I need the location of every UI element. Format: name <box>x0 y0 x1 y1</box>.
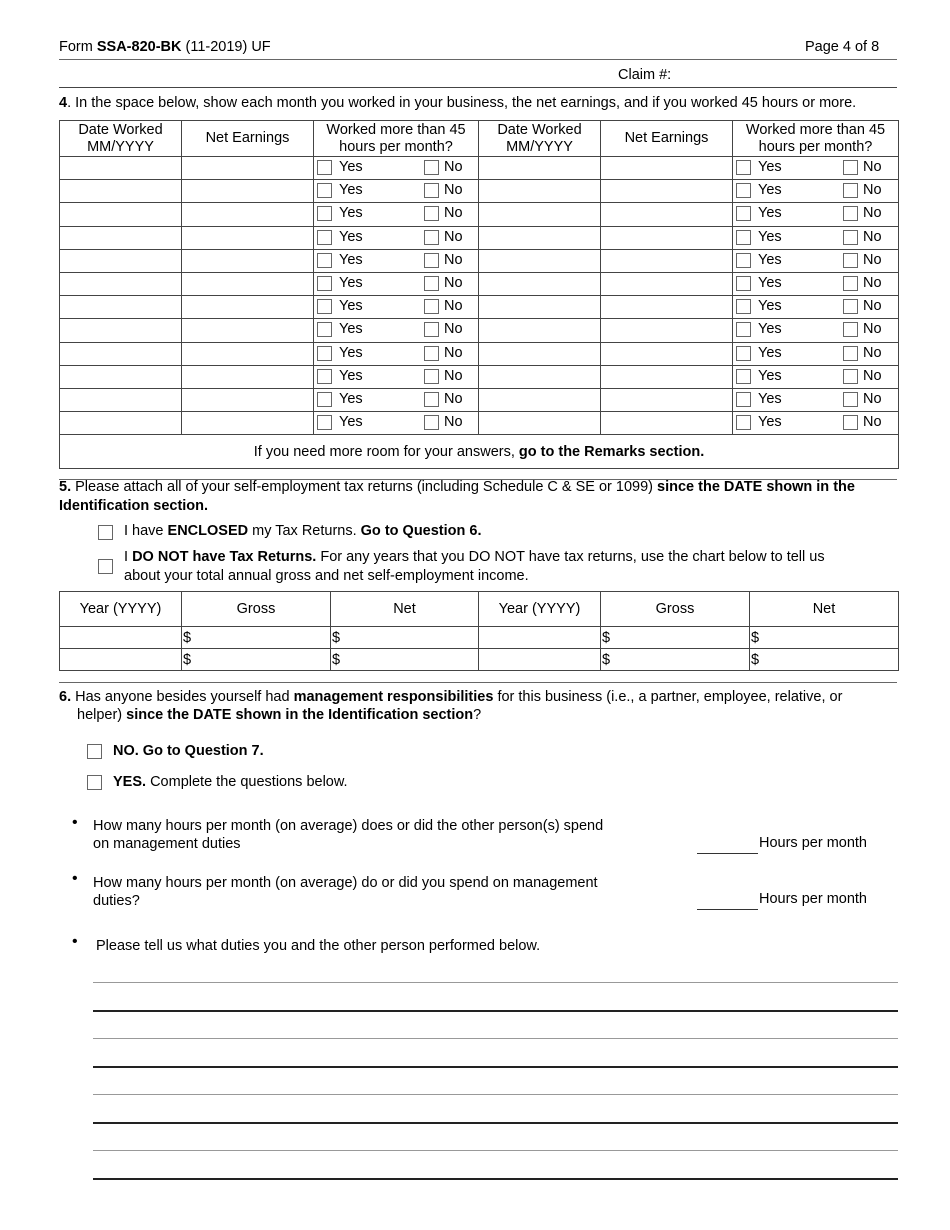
worked-45-hours-cell <box>733 319 899 342</box>
no-label: No <box>444 298 463 315</box>
no-checkbox[interactable] <box>843 415 858 430</box>
yes-label: Yes <box>339 159 363 176</box>
no-label: No <box>444 205 463 222</box>
no-label: No <box>444 414 463 431</box>
yes-label: Yes <box>758 367 782 384</box>
yes-label: Yes <box>758 414 782 431</box>
writing-line <box>93 982 898 983</box>
date-worked-input[interactable] <box>60 412 182 435</box>
gross-input[interactable]: $ <box>182 627 331 649</box>
yes-label: Yes <box>758 275 782 292</box>
net-earnings-input[interactable] <box>182 365 314 388</box>
gross-input[interactable]: $ <box>601 627 750 649</box>
yes-label: Yes <box>758 159 782 176</box>
writing-line <box>93 1038 898 1039</box>
question-5-text: 5. Please attach all of your self-employment tax returns (including Schedule C & SE or 1099) since the DATE shown in the Identification section. <box>59 479 855 514</box>
no-label: No <box>444 275 463 292</box>
q6-no-checkbox[interactable] <box>87 744 102 759</box>
net-earnings-input[interactable] <box>182 272 314 295</box>
no-checkbox[interactable] <box>843 299 858 314</box>
no-label: No <box>863 344 882 361</box>
net-earnings-input[interactable] <box>182 296 314 319</box>
date-worked-input[interactable] <box>479 226 601 249</box>
date-worked-input[interactable] <box>479 272 601 295</box>
worked-45-hours-cell <box>314 319 479 342</box>
your-hours-input[interactable] <box>697 892 758 910</box>
no-label: No <box>444 251 463 268</box>
yes-label: Yes <box>339 344 363 361</box>
no-checkbox[interactable] <box>843 230 858 245</box>
claim-divider <box>59 87 897 88</box>
date-worked-input[interactable] <box>479 319 601 342</box>
no-label: No <box>863 159 882 176</box>
worked-45-hours-cell <box>314 249 479 272</box>
no-checkbox[interactable] <box>424 299 439 314</box>
question-6-text: 6. Has anyone besides yourself had management responsibilities for this business (i.e., a partner, employee, relative, or <box>59 689 843 705</box>
date-worked-input[interactable] <box>60 226 182 249</box>
worked-45-hours-cell <box>314 296 479 319</box>
no-checkbox[interactable] <box>843 322 858 337</box>
yes-checkbox[interactable] <box>317 276 332 291</box>
no-checkbox[interactable] <box>424 322 439 337</box>
no-checkbox[interactable] <box>424 206 439 221</box>
column-header-net: Net <box>750 592 899 627</box>
column-header-net: Net <box>331 592 479 627</box>
no-checkbox[interactable] <box>424 183 439 198</box>
writing-line <box>93 1094 898 1095</box>
yes-checkbox[interactable] <box>317 253 332 268</box>
table-row <box>60 180 899 203</box>
worked-45-hours-cell <box>314 272 479 295</box>
yes-label: Yes <box>758 182 782 199</box>
yes-label: Yes <box>758 228 782 245</box>
no-checkbox[interactable] <box>424 415 439 430</box>
no-label: No <box>863 251 882 268</box>
monthly-work-table <box>59 120 899 469</box>
no-label: No <box>444 321 463 338</box>
no-tax-returns-checkbox[interactable] <box>98 559 113 574</box>
column-header-gross: Gross <box>182 592 331 627</box>
yes-label: Yes <box>339 275 363 292</box>
claim-number-field[interactable] <box>680 64 890 84</box>
date-worked-input[interactable] <box>60 203 182 226</box>
yes-label: Yes <box>339 205 363 222</box>
worked-45-hours-cell <box>733 272 899 295</box>
q6-yes-label: YES. Complete the questions below. <box>113 774 348 790</box>
other-person-hours-question: How many hours per month (on average) does or did the other person(s) spend on management duties <box>93 818 604 852</box>
year-input[interactable] <box>479 627 601 649</box>
yes-checkbox[interactable] <box>736 415 751 430</box>
column-header-date-worked: Date Worked MM/YYYY <box>60 121 182 157</box>
yes-label: Yes <box>339 182 363 199</box>
yes-label: Yes <box>758 205 782 222</box>
no-checkbox[interactable] <box>424 369 439 384</box>
table-header-row <box>60 121 899 157</box>
yes-checkbox[interactable] <box>736 160 751 175</box>
column-header-net-earnings: Net Earnings <box>601 121 733 157</box>
worked-45-hours-cell <box>733 157 899 180</box>
yes-label: Yes <box>339 390 363 407</box>
no-checkbox[interactable] <box>843 253 858 268</box>
table-row <box>60 157 899 180</box>
q6-yes-checkbox[interactable] <box>87 775 102 790</box>
no-label: No <box>444 228 463 245</box>
no-tax-returns-label: I DO NOT have Tax Returns. For any years that you DO NOT have tax returns, use the chart below to tell us <box>124 549 825 565</box>
table-header-row <box>60 592 899 627</box>
no-label: No <box>444 390 463 407</box>
date-worked-input[interactable] <box>479 296 601 319</box>
enclosed-tax-returns-label: I have ENCLOSED my Tax Returns. Go to Question 6. <box>124 523 482 539</box>
net-earnings-input[interactable] <box>182 412 314 435</box>
no-label: No <box>863 390 882 407</box>
worked-45-hours-cell <box>733 296 899 319</box>
no-tax-returns-label-line2: about your total annual gross and net self-employment income. <box>124 568 529 584</box>
writing-line <box>93 1066 898 1068</box>
table-row <box>60 627 899 649</box>
worked-45-hours-cell <box>314 412 479 435</box>
enclosed-tax-returns-checkbox[interactable] <box>98 525 113 540</box>
section-divider <box>59 682 897 683</box>
date-worked-input[interactable] <box>479 157 601 180</box>
net-input[interactable]: $ <box>331 649 479 671</box>
worked-45-hours-cell <box>733 203 899 226</box>
no-checkbox[interactable] <box>424 276 439 291</box>
net-input[interactable]: $ <box>331 627 479 649</box>
net-earnings-input[interactable] <box>601 296 733 319</box>
no-checkbox[interactable] <box>843 160 858 175</box>
net-earnings-input[interactable] <box>182 249 314 272</box>
no-label: No <box>863 228 882 245</box>
net-earnings-input[interactable] <box>182 388 314 411</box>
date-worked-input[interactable] <box>60 157 182 180</box>
form-identifier: Form SSA-820-BK (11-2019) UF <box>59 39 271 55</box>
yes-label: Yes <box>758 344 782 361</box>
worked-45-hours-cell <box>314 342 479 365</box>
worked-45-hours-cell <box>733 342 899 365</box>
no-checkbox[interactable] <box>424 253 439 268</box>
net-earnings-input[interactable] <box>601 272 733 295</box>
yes-checkbox[interactable] <box>736 253 751 268</box>
no-label: No <box>444 367 463 384</box>
year-input[interactable] <box>60 649 182 671</box>
column-header-net-earnings: Net Earnings <box>182 121 314 157</box>
worked-45-hours-cell <box>733 388 899 411</box>
table-row <box>60 319 899 342</box>
remarks-note: If you need more room for your answers, go to the Remarks section. <box>60 435 899 469</box>
net-earnings-input[interactable] <box>601 319 733 342</box>
table-row <box>60 388 899 411</box>
worked-45-hours-cell <box>733 412 899 435</box>
date-worked-input[interactable] <box>479 388 601 411</box>
column-header-worked-45-hours: Worked more than 45 hours per month? <box>314 121 479 157</box>
column-header-worked-45-hours: Worked more than 45 hours per month? <box>733 121 899 157</box>
no-checkbox[interactable] <box>424 160 439 175</box>
yes-label: Yes <box>758 390 782 407</box>
date-worked-input[interactable] <box>60 180 182 203</box>
net-input[interactable]: $ <box>750 627 899 649</box>
no-label: No <box>863 182 882 199</box>
yes-checkbox[interactable] <box>736 183 751 198</box>
yes-checkbox[interactable] <box>317 369 332 384</box>
yes-label: Yes <box>339 414 363 431</box>
worked-45-hours-cell <box>314 226 479 249</box>
column-header-year: Year (YYYY) <box>479 592 601 627</box>
no-label: No <box>444 182 463 199</box>
yes-checkbox[interactable] <box>317 392 332 407</box>
table-row <box>60 249 899 272</box>
date-worked-input[interactable] <box>479 342 601 365</box>
no-checkbox[interactable] <box>843 346 858 361</box>
net-earnings-input[interactable] <box>601 249 733 272</box>
yes-checkbox[interactable] <box>317 299 332 314</box>
net-earnings-input[interactable] <box>182 342 314 365</box>
yes-checkbox[interactable] <box>317 230 332 245</box>
net-earnings-input[interactable] <box>601 388 733 411</box>
net-earnings-input[interactable] <box>182 203 314 226</box>
net-earnings-input[interactable] <box>182 180 314 203</box>
no-label: No <box>444 159 463 176</box>
year-input[interactable] <box>60 627 182 649</box>
page-number: Page 4 of 8 <box>805 39 880 55</box>
net-earnings-input[interactable] <box>601 342 733 365</box>
hours-per-month-label: Hours per month <box>759 835 867 851</box>
yes-checkbox[interactable] <box>736 299 751 314</box>
date-worked-input[interactable] <box>60 296 182 319</box>
table-row <box>60 342 899 365</box>
writing-line <box>93 1122 898 1124</box>
column-header-year: Year (YYYY) <box>60 592 182 627</box>
date-worked-input[interactable] <box>479 412 601 435</box>
date-worked-input[interactable] <box>479 203 601 226</box>
table-row <box>60 296 899 319</box>
writing-line <box>93 1178 898 1180</box>
date-worked-input[interactable] <box>479 249 601 272</box>
no-checkbox[interactable] <box>424 230 439 245</box>
table-row <box>60 203 899 226</box>
yes-checkbox[interactable] <box>317 160 332 175</box>
yes-checkbox[interactable] <box>736 206 751 221</box>
no-label: No <box>863 321 882 338</box>
date-worked-input[interactable] <box>60 342 182 365</box>
no-checkbox[interactable] <box>843 206 858 221</box>
no-checkbox[interactable] <box>843 183 858 198</box>
column-header-date-worked: Date Worked MM/YYYY <box>479 121 601 157</box>
gross-input[interactable]: $ <box>601 649 750 671</box>
worked-45-hours-cell <box>733 180 899 203</box>
other-person-hours-input[interactable] <box>697 836 758 854</box>
yes-checkbox[interactable] <box>317 322 332 337</box>
your-hours-question: How many hours per month (on average) do or did you spend on management duties? <box>93 875 598 909</box>
worked-45-hours-cell <box>314 157 479 180</box>
net-earnings-input[interactable] <box>182 157 314 180</box>
table-row <box>60 412 899 435</box>
duties-prompt: Please tell us what duties you and the other person performed below. <box>96 938 541 954</box>
date-worked-input[interactable] <box>60 272 182 295</box>
yes-label: Yes <box>758 321 782 338</box>
no-label: No <box>863 275 882 292</box>
worked-45-hours-cell <box>314 203 479 226</box>
table-row <box>60 226 899 249</box>
yes-label: Yes <box>758 298 782 315</box>
remarks-row <box>60 435 899 469</box>
no-label: No <box>863 367 882 384</box>
yes-label: Yes <box>339 321 363 338</box>
yes-checkbox[interactable] <box>736 322 751 337</box>
net-earnings-input[interactable] <box>182 319 314 342</box>
yes-label: Yes <box>339 367 363 384</box>
table-row <box>60 272 899 295</box>
writing-line <box>93 1010 898 1012</box>
net-earnings-input[interactable] <box>601 226 733 249</box>
annual-income-table <box>59 591 899 671</box>
yes-label: Yes <box>339 228 363 245</box>
year-input[interactable] <box>479 649 601 671</box>
worked-45-hours-cell <box>314 388 479 411</box>
net-earnings-input[interactable] <box>601 180 733 203</box>
gross-input[interactable]: $ <box>182 649 331 671</box>
writing-line <box>93 1150 898 1151</box>
no-label: No <box>444 344 463 361</box>
bullet-icon: • <box>72 814 78 831</box>
claim-number-label: Claim #: <box>618 67 672 83</box>
worked-45-hours-cell <box>733 365 899 388</box>
duties-textarea[interactable] <box>93 970 898 1185</box>
yes-checkbox[interactable] <box>317 183 332 198</box>
net-earnings-input[interactable] <box>182 226 314 249</box>
bullet-icon: • <box>72 933 78 950</box>
header-divider <box>59 59 897 60</box>
question-4-text: 4. In the space below, show each month you worked in your business, the net earnings, and if you worked 45 hours or more. <box>59 95 857 111</box>
worked-45-hours-cell <box>733 226 899 249</box>
no-label: No <box>863 298 882 315</box>
q6-no-label: NO. Go to Question 7. <box>113 743 264 759</box>
no-label: No <box>863 205 882 222</box>
table-row <box>60 649 899 671</box>
no-label: No <box>863 414 882 431</box>
worked-45-hours-cell <box>314 365 479 388</box>
hours-per-month-label: Hours per month <box>759 891 867 907</box>
yes-checkbox[interactable] <box>317 206 332 221</box>
yes-checkbox[interactable] <box>317 346 332 361</box>
date-worked-input[interactable] <box>479 180 601 203</box>
date-worked-input[interactable] <box>60 365 182 388</box>
question-6-text-line2: helper) since the DATE shown in the Identification section? <box>77 707 482 723</box>
date-worked-input[interactable] <box>479 365 601 388</box>
no-checkbox[interactable] <box>843 392 858 407</box>
column-header-gross: Gross <box>601 592 750 627</box>
date-worked-input[interactable] <box>60 388 182 411</box>
yes-checkbox[interactable] <box>736 230 751 245</box>
yes-checkbox[interactable] <box>736 392 751 407</box>
no-checkbox[interactable] <box>843 369 858 384</box>
yes-label: Yes <box>339 298 363 315</box>
yes-checkbox[interactable] <box>736 369 751 384</box>
table-row <box>60 365 899 388</box>
yes-checkbox[interactable] <box>317 415 332 430</box>
net-earnings-input[interactable] <box>601 203 733 226</box>
date-worked-input[interactable] <box>60 319 182 342</box>
worked-45-hours-cell <box>733 249 899 272</box>
date-worked-input[interactable] <box>60 249 182 272</box>
net-earnings-input[interactable] <box>601 412 733 435</box>
net-earnings-input[interactable] <box>601 365 733 388</box>
yes-checkbox[interactable] <box>736 346 751 361</box>
net-earnings-input[interactable] <box>601 157 733 180</box>
no-checkbox[interactable] <box>843 276 858 291</box>
yes-label: Yes <box>339 251 363 268</box>
net-input[interactable]: $ <box>750 649 899 671</box>
no-checkbox[interactable] <box>424 392 439 407</box>
yes-label: Yes <box>758 251 782 268</box>
bullet-icon: • <box>72 870 78 887</box>
worked-45-hours-cell <box>314 180 479 203</box>
yes-checkbox[interactable] <box>736 276 751 291</box>
no-checkbox[interactable] <box>424 346 439 361</box>
